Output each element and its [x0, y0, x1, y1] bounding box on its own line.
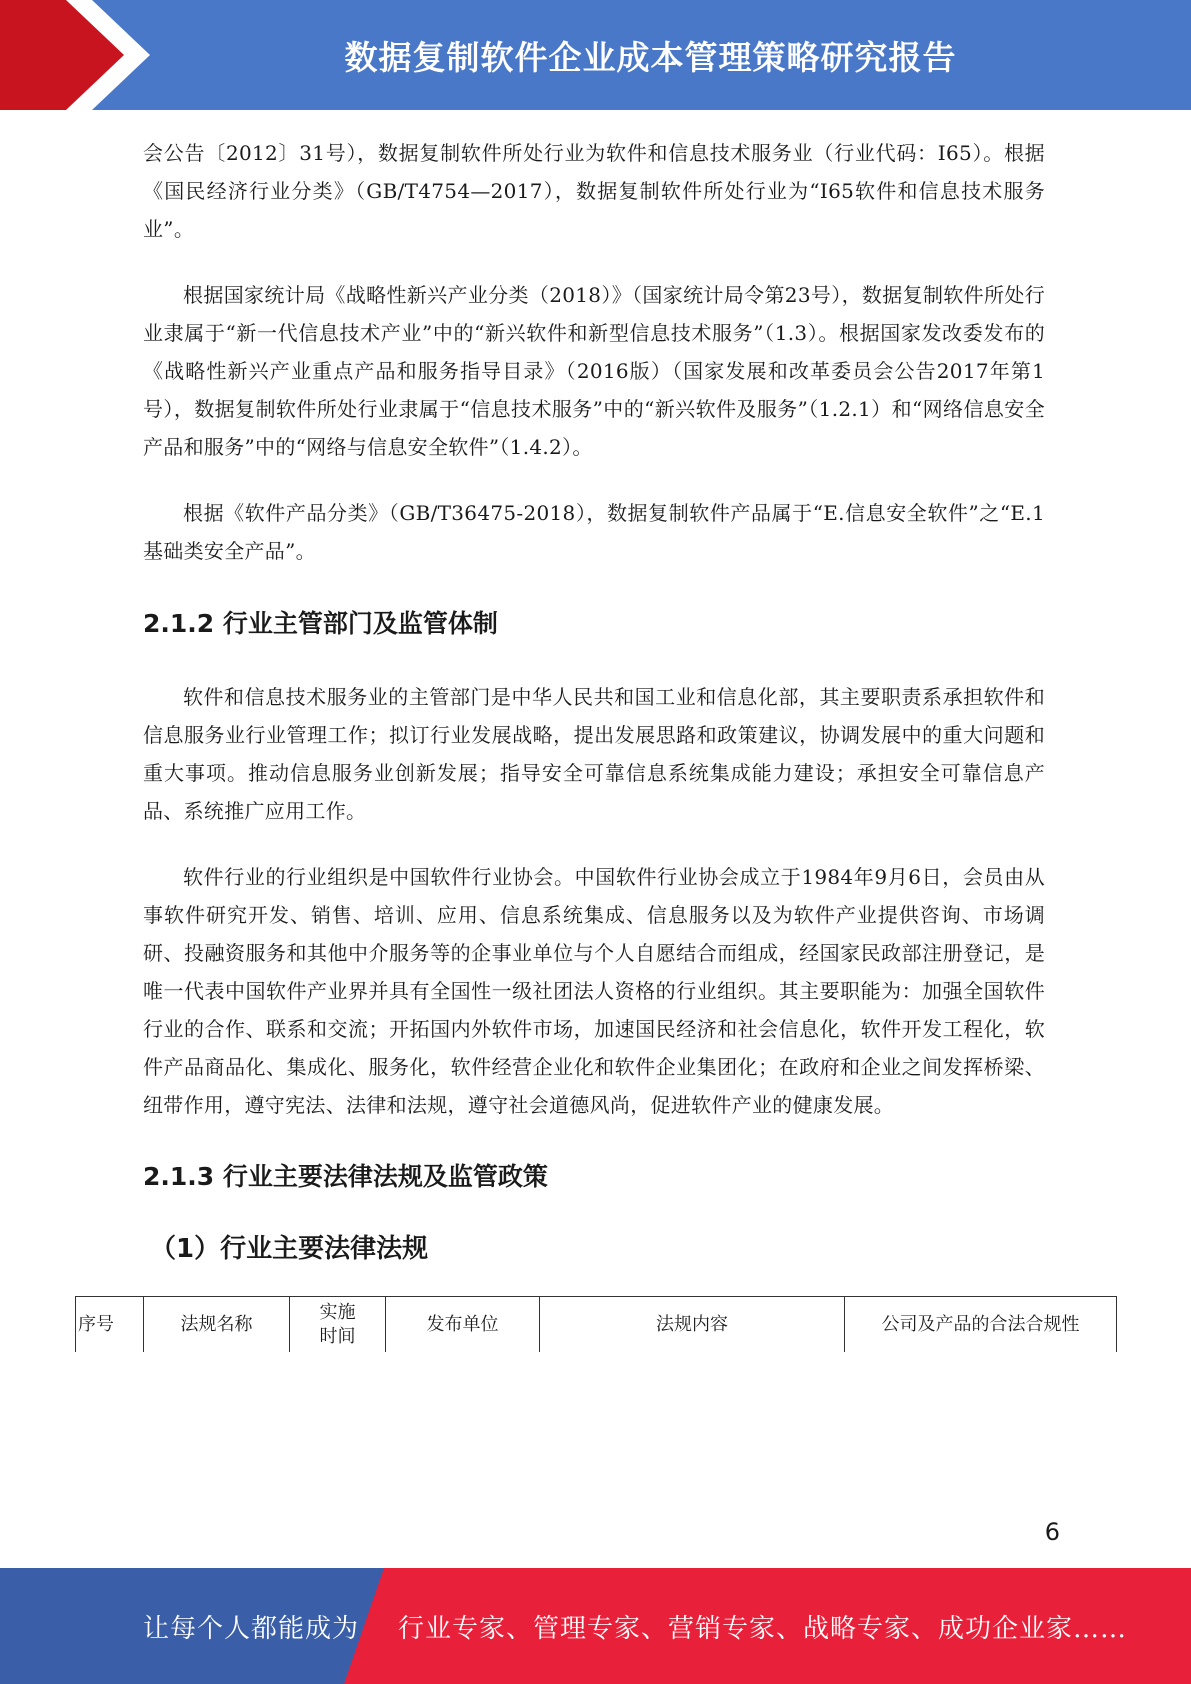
- paragraph-strategic-industry: 根据国家统计局《战略性新兴产业分类（2018）》（国家统计局令第23号），数据复制软件所处行业隶属于“新一代信息技术产业”中的“新兴软件和新型信息技术服务”（1.3）。根据国家发改委发布的《战略性新兴产业重点产品和服务指导目录》（2016版）（国家发展和改革委员会公告2017年第1号），数据复制软件所处行业隶属于“信息技术服务”中的“新兴软件及服务”（1.2.1）和“网络信息安全产品和服务”中的“网络与信息安全软件”（1.4.2）。: [143, 283, 1045, 459]
- document-body-2: [143, 678, 1045, 1152]
- col-header-law-name: 法规名称: [144, 1297, 290, 1353]
- col-header-issuer: 发布单位: [386, 1297, 540, 1353]
- col-header-index: 序号: [76, 1297, 144, 1353]
- paragraph-industry-code: 会公告〔2012〕31号），数据复制软件所处行业为软件和信息技术服务业（行业代码：I65）。根据《国民经济行业分类》（GB/T4754—2017），数据复制软件所处行业为“I65软件和信息技术服务业”。: [143, 141, 1045, 241]
- laws-table: [75, 1296, 1117, 1352]
- page-footer: [0, 1568, 1191, 1684]
- page-number: 6: [1044, 1518, 1060, 1546]
- table-header-row: [76, 1297, 1117, 1353]
- paragraph-association: 软件行业的行业组织是中国软件行业协会。中国软件行业协会成立于1984年9月6日，会员由从事软件研究开发、销售、培训、应用、信息系统集成、信息服务以及为软件产业提供咨询、市场调研、投融资服务和其他中介服务等的企事业单位与个人自愿结合而组成，经国家民政部注册登记，是唯一代表中国软件产业界并具有全国性一级社团法人资格的行业组织。其主要职能为：加强全国软件行业的合作、联系和交流；开拓国内外软件市场，加速国民经济和社会信息化，软件开发工程化，软件产品商品化、集成化、服务化，软件经营企业化和软件企业集团化；在政府和企业之间发挥桥梁、纽带作用，遵守宪法、法律和法规，遵守社会道德风尚，促进软件产业的健康发展。: [143, 865, 1045, 1117]
- page-header: [0, 0, 1191, 110]
- footer-slogan-right: 行业专家、管理专家、营销专家、战略专家、成功企业家……: [398, 1613, 1128, 1644]
- col-header-content: 法规内容: [540, 1297, 845, 1353]
- paragraph-authority: 软件和信息技术服务业的主管部门是中华人民共和国工业和信息化部，其主要职责系承担软件和信息服务业行业管理工作；拟订行业发展战略，提出发展思路和政策建议，协调发展中的重大问题和重大事项。推动信息服务业创新发展；指导安全可靠信息系统集成能力建设；承担安全可靠信息产品、系统推广应用工作。: [143, 685, 1045, 823]
- paragraph-product-classification: 根据《软件产品分类》（GB/T36475-2018），数据复制软件产品属于“E.信息安全软件”之“E.1基础类安全产品”。: [143, 501, 1045, 563]
- col-header-effective-date: 实施时间: [290, 1297, 386, 1353]
- col-header-compliance: 公司及产品的合法合规性: [845, 1297, 1117, 1353]
- section-heading-2-1-2: 2.1.2 行业主管部门及监管体制: [143, 609, 498, 638]
- subsection-heading-laws: （1）行业主要法律法规: [150, 1234, 429, 1264]
- section-heading-2-1-3: 2.1.3 行业主要法律法规及监管政策: [143, 1162, 548, 1191]
- report-title: 数据复制软件企业成本管理策略研究报告: [344, 37, 957, 77]
- document-body: [143, 134, 1045, 598]
- footer-slogan-left: 让每个人都能成为: [143, 1613, 360, 1644]
